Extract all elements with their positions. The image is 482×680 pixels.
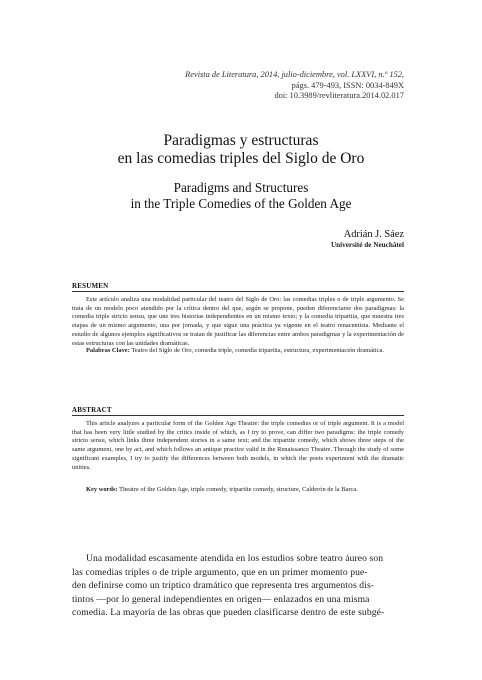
journal-citation: [84, 70, 404, 102]
resumen-keywords-text: Teatro del Siglo de Oro, comedia triple, comedia tripartita, estructura, experimentación dramática.: [131, 347, 384, 354]
resumen-rule: [72, 291, 404, 292]
doi-line: doi: 10.3989/revliteratura.2014.02.017: [274, 91, 404, 101]
author-affiliation: Université de Neuchâtel: [330, 241, 404, 249]
spanish-title-line-2: en las comedias triples del Siglo de Oro: [117, 149, 365, 167]
pages-issn-line: págs. 479-493, ISSN: 0034-849X: [291, 80, 404, 90]
resumen-text: Este artículo analiza una modalidad particular del teatro del Siglo de Oro: las comedias triples o de triple argumento. Se trata de un modelo poco atendido por la crítica dentro del que, según se propone, pueden diferenciarse dos paradigmas: la comedia triple stricto sensu, que une tres historias independientes en un mismo texto; y la comedia tripartita, que muestra tres etapas de un mismo argumento, una por jornada, y que sigue una práctica ya vigente en el teatro renacentista. Mediante el estudio de algunos ejemplos significativos se tratan de justificar las diferencias entre ambos paradigmas y la experimentación de estas estructuras con las unidades dramáticas.: [72, 296, 404, 347]
body-line: las comedias triples o de triple argumento, que en un primer momento pue-: [72, 566, 368, 578]
abstract-rule: [72, 415, 404, 416]
spanish-title-line-1: Paradigmas y estructuras: [163, 132, 319, 149]
journal-line: Revista de Literatura, 2014, julio-diciembre, vol. LXXVI, n.º 152,: [185, 70, 404, 79]
body-line: tintos —por lo general independientes en origen— enlazados en una misma: [72, 593, 370, 605]
author-name: Adrián J. Sáez: [343, 229, 404, 240]
english-title-line-2: in the Triple Comedies of the Golden Age: [130, 196, 352, 211]
abstract-heading: ABSTRACT: [72, 406, 112, 414]
abstract-keywords-text: Theatre of the Golden Age, triple comedy, tripartite comedy, structure, Calderón de la Barca.: [119, 486, 358, 493]
resumen-keywords: [72, 347, 404, 356]
abstract-text: This article analyzes a particular form of the Golden Age Theatre: the triple comedies or of triple argument. It is a model that has been very little studied by the critics inside of which, as I try to prove, can differ two paradigms: the triple comedy stricto sensu, which links three independent stories in a same text; and the tripartite comedy, which shows three steps of the same argument, one by act, and which follows an antique practice valid in the Renaissance Theatre. Through the study of some significant examples, I try to justify the differences between both models, in which the poets experiment with the dramatic unities.: [72, 420, 404, 471]
body-line: Una modalidad escasamente atendida en los estudios sobre teatro áureo son: [86, 553, 384, 564]
english-title-line-1: Paradigms and Structures: [173, 180, 309, 195]
abstract-keywords-label: Key words:: [86, 486, 118, 493]
resumen-heading: RESUMEN: [72, 282, 109, 290]
abstract-keywords: [72, 486, 404, 495]
body-paragraph: [72, 552, 406, 620]
spanish-title: [60, 132, 422, 167]
resumen-keywords-label: Palabras Clave:: [86, 347, 130, 354]
english-title: [60, 180, 422, 212]
body-line: den definirse como un tríptico dramático que representa tres argumentos dis-: [72, 580, 375, 592]
body-line: comedia. La mayoría de las obras que pueden clasificarse dentro de este subgé-: [72, 607, 385, 619]
